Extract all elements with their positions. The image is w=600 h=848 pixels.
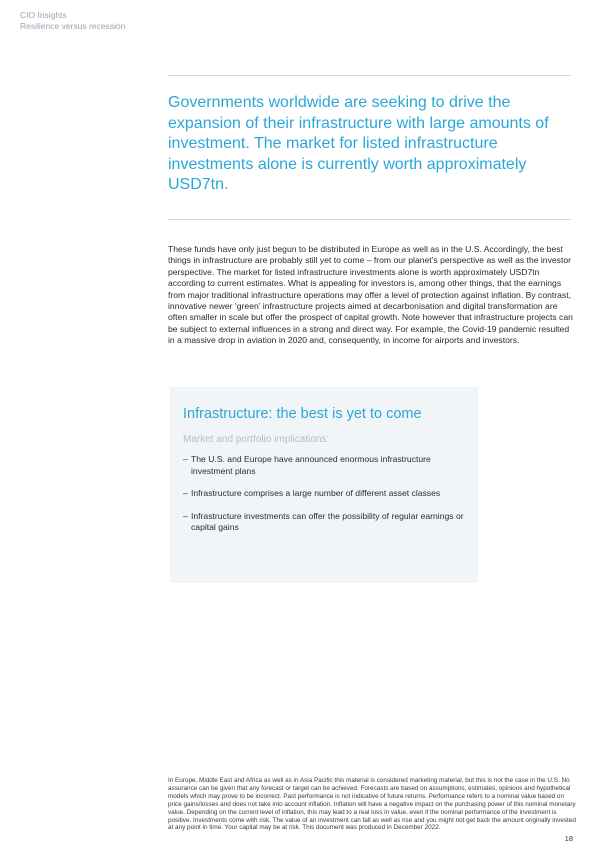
list-item-text: Infrastructure investments can offer the possibility of regular earnings or capital gains xyxy=(191,510,464,532)
legal-disclaimer: In Europe, Middle East and Africa as well as in Asia Pacific this material is considered marketing material, but this is not the case in the U.S. No assurance can be given that any forecast or target can be achieved. Forecasts are based on assumptions, estimates, opinions and hypothetical models which may prove to be incorrect. Past performance is not indicative of future returns. Performance refers to a nominal value based on price gains/losses and does not take into account inflation. Inflation will have a negative impact on the purchasing power of this nominal monetary value. Depending on the current level of inflation, this may lead to a real loss in value, even if the nominal performance of the investment is positive. Investments come with risk. The value of an investment can fall as well as rise and you might not get back the amount originally invested at any point in time. Your capital may be at risk. This document was produced in December 2022. xyxy=(168,777,576,832)
top-divider xyxy=(168,75,571,76)
callout-box xyxy=(170,387,478,583)
list-item xyxy=(183,511,473,534)
lead-divider xyxy=(168,219,571,220)
page-number: 18 xyxy=(564,834,573,843)
bullet-dash: – xyxy=(183,488,188,498)
lead-statement: Governments worldwide are seeking to drive the expansion of their infrastructure with large amounts of investment. The market for listed infrastructure investments alone is currently worth approximately USD7tn. xyxy=(168,94,549,193)
callout-title: Infrastructure: the best is yet to come xyxy=(183,406,422,422)
bullet-dash: – xyxy=(183,510,188,521)
list-item xyxy=(183,454,473,477)
body-paragraph: These funds have only just begun to be distributed in Europe as well as in the U.S. Accordingly, the best things in infrastructure are probably still yet to come – from our planet’s perspective as well as the investor perspective. The market for listed infrastructure investments alone is worth approximately USD7tn according to current estimates. What is appealing for investors is, among other things, that the earnings from major traditional infrastructure operations may offer a level of protection against inflation. By contrast, innovative newer ‘green’ infrastructure projects aimed at decarbonisation and digital transformation are often smaller in scale but offer the prospect of capital growth. Note however that infrastructure projects can be subject to external influences in a strong and direct way. For example, the Covid-19 pandemic resulted in a massive drop in aviation in 2020 and, consequently, in income for airports and investors. xyxy=(168,244,573,346)
list-item-text: The U.S. and Europe have announced enormous infrastructure investment plans xyxy=(191,454,431,476)
list-item-text: Infrastructure comprises a large number of different asset classes xyxy=(191,488,441,498)
implications-list xyxy=(183,454,473,545)
running-header xyxy=(20,10,125,32)
list-item xyxy=(183,488,473,500)
callout-subtitle: Market and portfolio implications: xyxy=(183,434,330,445)
header-report-title: Resilience versus recession xyxy=(20,21,126,31)
bullet-dash: – xyxy=(183,454,188,464)
header-series-title: CIO Insights xyxy=(20,10,67,20)
